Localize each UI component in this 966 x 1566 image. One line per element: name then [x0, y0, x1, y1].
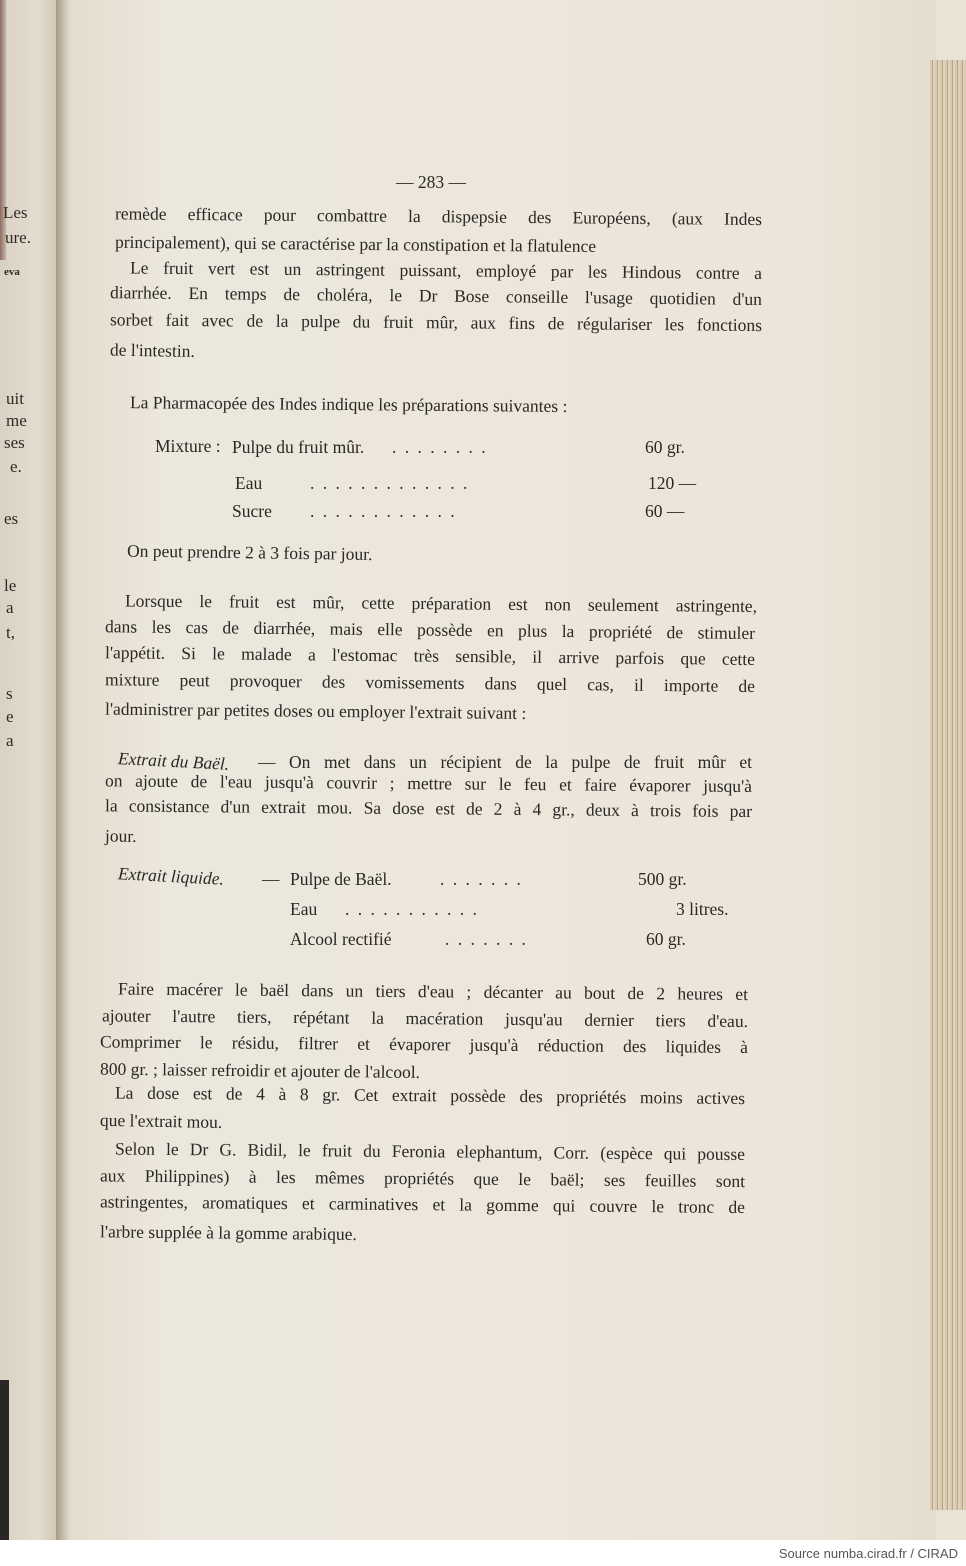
text-line: remède efficace pour combattre la dispepsie des Européens, (aux Indes — [114, 203, 763, 229]
section-title-extrait-bael: Extrait du Baël. — [117, 748, 230, 774]
recipe-quantity: 3 litres. — [676, 899, 729, 919]
text-line: sorbet fait avec de la pulpe du fruit mûr, aux fins de régulariser les fonctions — [109, 309, 763, 335]
leader-dots: . . . . . . . . . . . — [345, 899, 479, 919]
text-line: on ajoute de l'eau jusqu'à couvrir ; mettre sur le feu et faire évaporer jusqu'à — [104, 770, 753, 796]
recipe-item: Pulpe du fruit mûr. — [232, 437, 365, 457]
text-line: l'administrer par petites doses ou employer l'extrait suivant : — [104, 698, 527, 723]
left-page-fragment: ses — [4, 433, 25, 452]
text-line: Comprimer le résidu, filtrer et évaporer jusqu'à réduction des liquides à — [99, 1031, 749, 1057]
source-credit: Source numba.cirad.fr / CIRAD — [778, 1546, 958, 1561]
left-page-fragment: a — [6, 598, 14, 617]
leader-dots: . . . . . . . . . . . . — [310, 501, 457, 521]
text-line: — On met dans un récipient de la pulpe de fruit mûr et — [258, 752, 752, 772]
footer — [0, 1540, 966, 1566]
text-line: la consistance d'un extrait mou. Sa dose est de 2 à 4 gr., deux à trois fois par — [104, 795, 753, 821]
text-line: astringentes, aromatiques et carminatives et la gomme qui couvre le tronc de — [99, 1191, 746, 1217]
text-line: Lorsque le fruit est mûr, cette préparation est non seulement astringente, — [124, 590, 758, 616]
mixture-label: Mixture : — [155, 436, 221, 456]
recipe-quantity: 60 — — [645, 501, 685, 521]
left-page-fragment: ure. — [5, 228, 31, 247]
left-page-fragment: uit — [6, 389, 24, 408]
text-line: La dose est de 4 à 8 gr. Cet extrait possède des propriétés moins actives — [114, 1082, 746, 1108]
left-page-fragment: t, — [6, 623, 15, 642]
leader-dots: . . . . . . . — [440, 869, 523, 889]
leader-dots: . . . . . . . . — [392, 437, 488, 457]
page-number: — 283 — — [396, 172, 466, 192]
text-line: dans les cas de diarrhée, mais elle possède en plus la propriété de stimuler — [104, 616, 756, 643]
left-cover-edge-dark — [0, 1380, 9, 1540]
left-page-fragment: s — [6, 684, 13, 703]
recipe-item: Sucre — [232, 501, 272, 521]
left-page-fragment: es — [4, 509, 19, 528]
text-line: Faire macérer le baël dans un tiers d'eau ; décanter au bout de 2 heures et — [117, 978, 749, 1004]
recipe-quantity: 120 — — [648, 473, 697, 493]
text-line: On peut prendre 2 à 3 fois par jour. — [126, 540, 373, 564]
left-page-fragment: me — [6, 411, 27, 430]
left-page-fragment: le — [4, 576, 17, 595]
text-line: de l'intestin. — [109, 339, 195, 361]
text-line: ajouter l'autre tiers, répétant la macération jusqu'au dernier tiers d'eau. — [101, 1005, 749, 1031]
text-line: Le fruit vert est un astringent puissant, employé par les Hindous contre a — [129, 257, 763, 283]
recipe-item: Pulpe de Baël. — [290, 869, 392, 889]
text-line: La Pharmacopée des Indes indique les préparations suivantes : — [129, 392, 568, 416]
recipe-quantity: 500 gr. — [638, 869, 687, 889]
text-line: diarrhée. En temps de choléra, le Dr Bose conseille l'usage quotidien d'un — [109, 282, 763, 309]
leader-dots: . . . . . . . . . . . . . — [310, 473, 470, 493]
left-page-fragment: Les — [3, 203, 28, 222]
text-line: 800 gr. ; laisser refroidir et ajouter de l'alcool. — [99, 1058, 421, 1082]
text-line: mixture peut provoquer des vomissements dans quel cas, il importe de — [104, 669, 756, 696]
text-line: Selon le Dr G. Bidil, le fruit du Feronia elephantum, Corr. (espèce qui pousse — [114, 1138, 746, 1164]
recipe-quantity: 60 gr. — [646, 929, 686, 949]
recipe-item: Eau — [235, 473, 263, 493]
left-page-fragment: e. — [10, 457, 22, 476]
text-line: jour. — [104, 825, 137, 846]
recipe-item: Alcool rectifié — [290, 929, 392, 949]
text-line: que l'extrait mou. — [99, 1109, 223, 1132]
leader-dots: . . . . . . . — [445, 929, 528, 949]
page-edges — [930, 60, 966, 1510]
recipe-item: Eau — [290, 899, 318, 919]
left-page-fragment: e — [6, 707, 14, 726]
left-page-fragment: eva — [4, 266, 20, 278]
section-title-extrait-liquide: Extrait liquide. — [117, 863, 225, 889]
text-line: l'arbre supplée à la gomme arabique. — [99, 1221, 357, 1244]
text-line: aux Philippines) à les mêmes propriétés que le baël; ses feuilles sont — [99, 1165, 746, 1191]
recipe-quantity: 60 gr. — [645, 437, 685, 457]
dash: — — [262, 869, 280, 889]
left-page-fragment: a — [6, 731, 14, 750]
text-line: l'appétit. Si le malade a l'estomac très sensible, il arrive parfois que cette — [104, 642, 756, 669]
text-line: principalement), qui se caractérise par la constipation et la flatulence — [114, 231, 597, 256]
